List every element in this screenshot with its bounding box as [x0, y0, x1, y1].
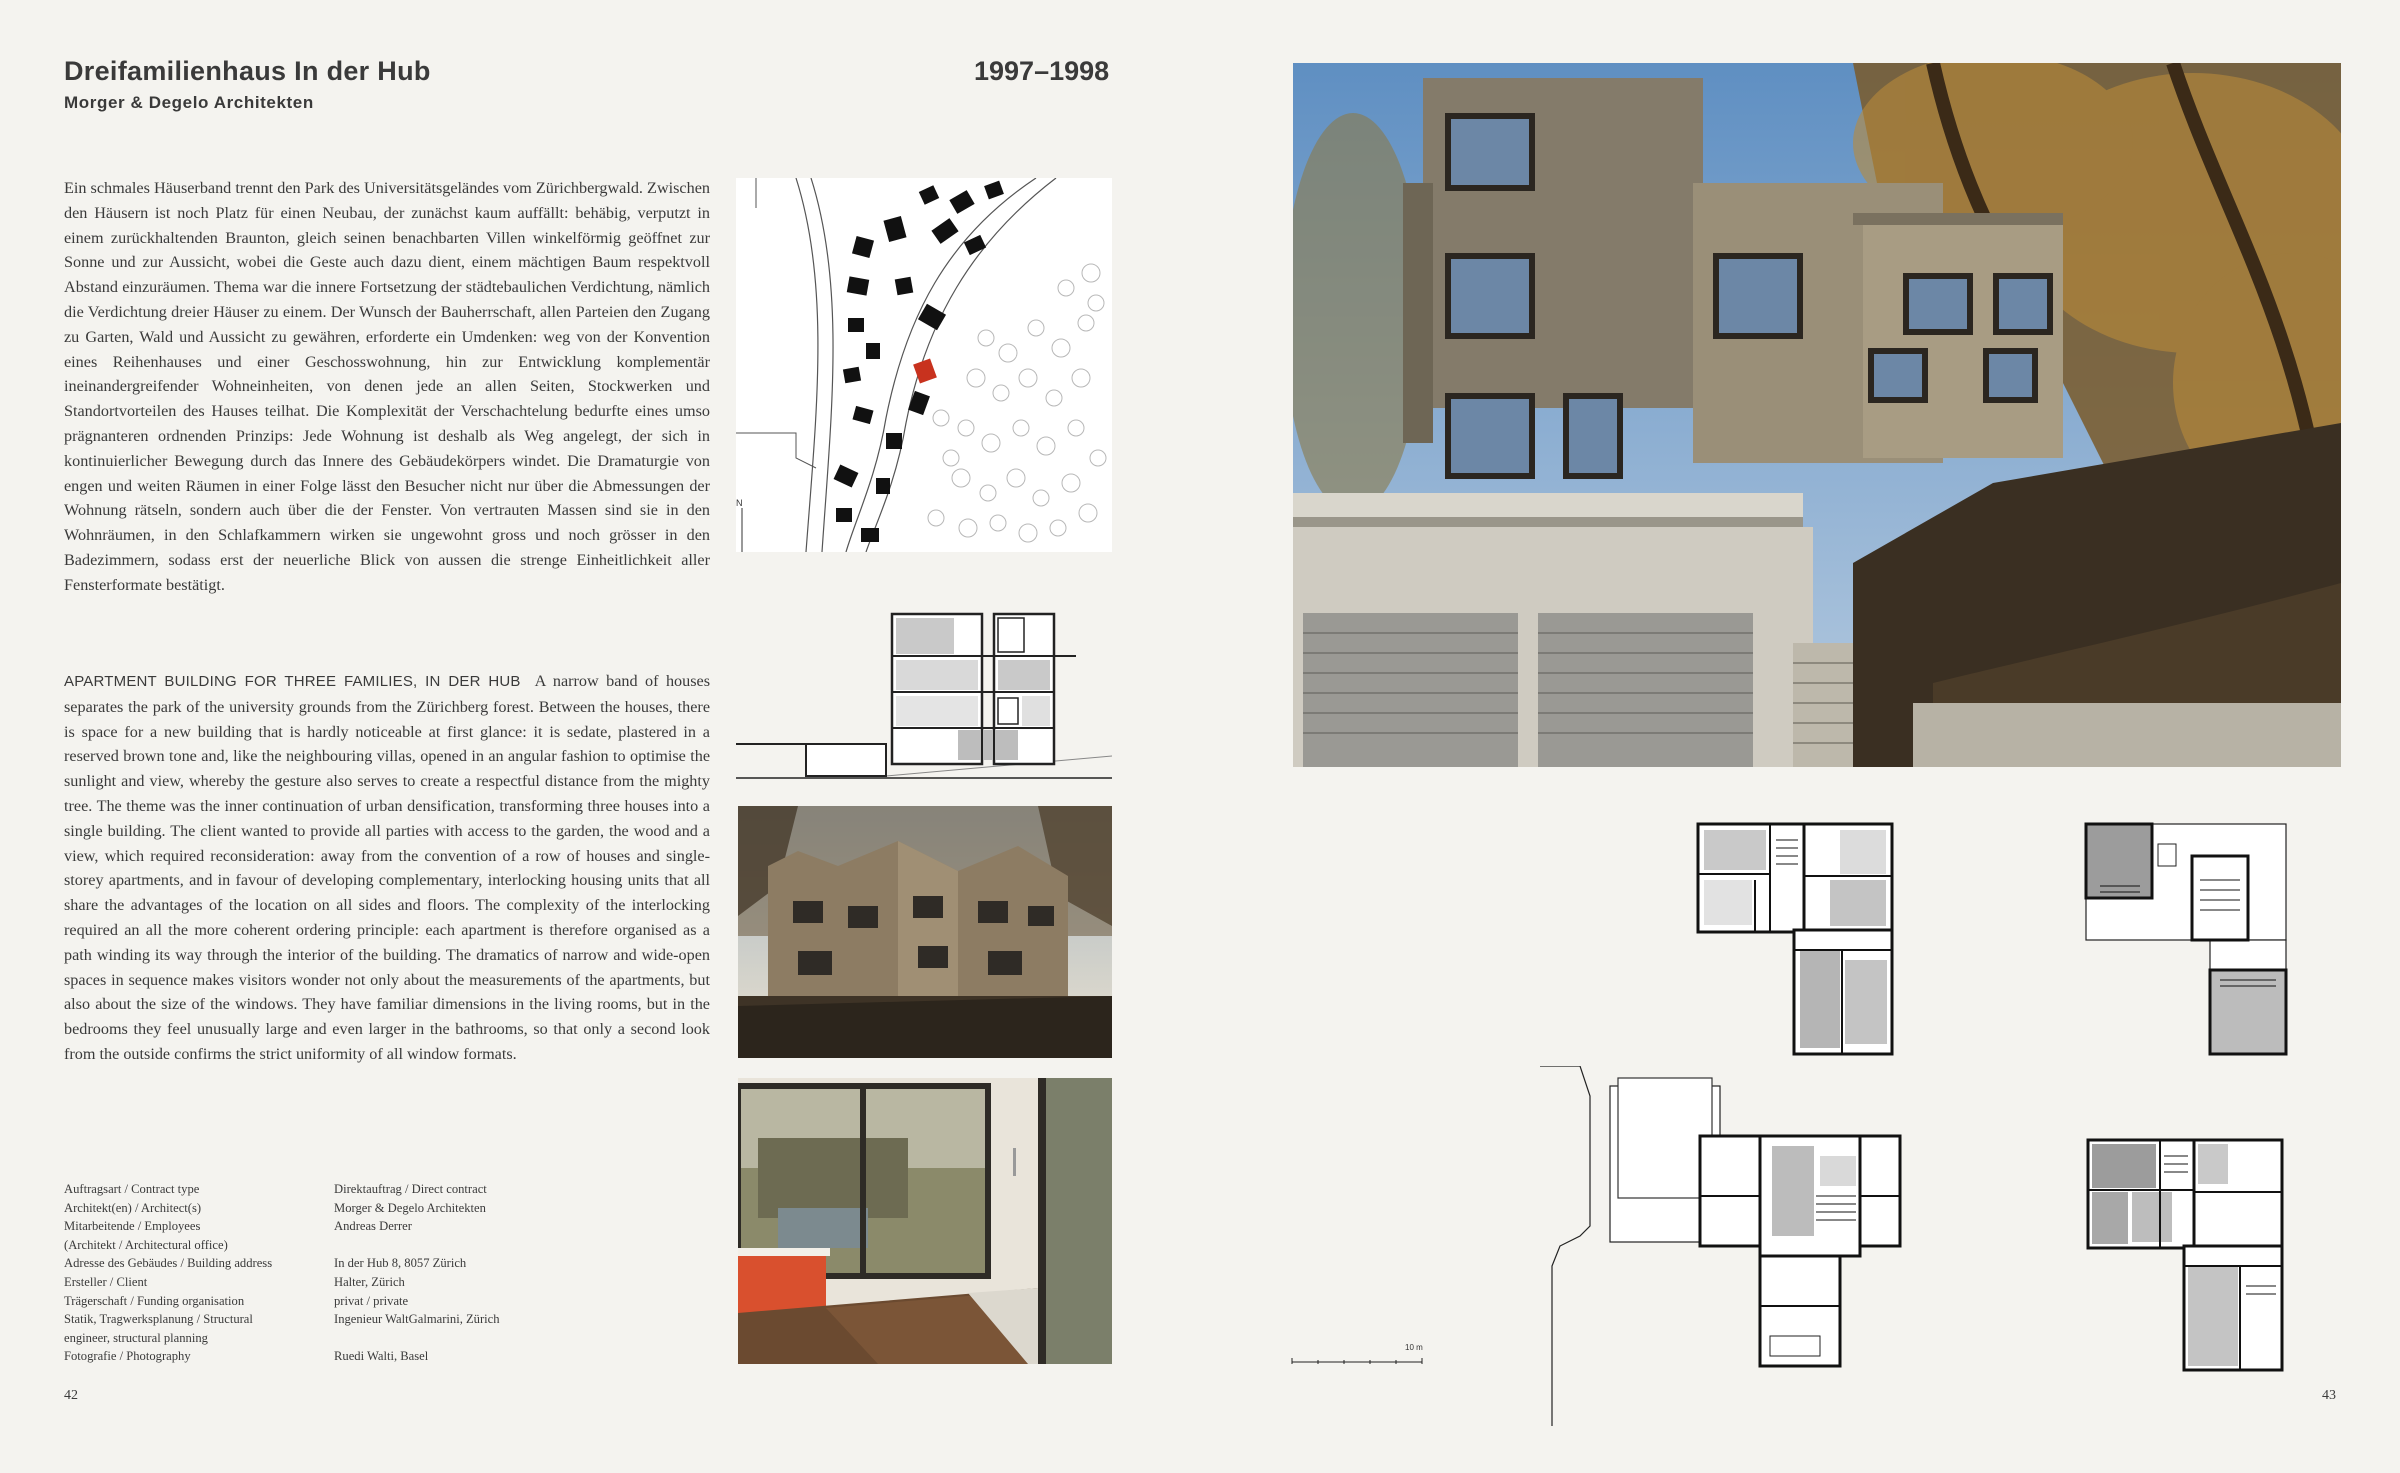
credit-row [64, 1347, 594, 1366]
credit-value: Ingenieur WaltGalmarini, Zürich [334, 1312, 500, 1327]
credit-row [64, 1236, 594, 1255]
credit-label: Ersteller / Client [64, 1274, 148, 1289]
floor-plan-ground [1540, 1066, 1920, 1426]
credit-value: Direktauftrag / Direct contract [334, 1182, 487, 1196]
north-label: N [736, 498, 743, 508]
credit-value: privat / private [334, 1293, 409, 1308]
credit-value: Halter, Zürich [334, 1274, 405, 1289]
credit-label: (Architekt / Architectural office) [64, 1237, 228, 1252]
german-description: Ein schmales Häuserband trennt den Park des Universitätsgeländes vom Zürichbergwald. Zwischen den Häusern ist noch Platz für einen Neubau, der zunächst kaum auffällt: behäbig, verputzt in einem zurückhaltenden Braunton, gleich seinen benachbarten Villen winkelförmig geöffnet zur Sonne und zur Aussicht, wobei die Geste auch dazu dient, einem mächtigen Baum respektvoll Abstand einzuräumen. Thema war die innere Fortsetzung der städtebaulichen Verdichtung, nämlich die Verdichtung dreier Häuser zu einem. Der Wunsch der Bauherrschaft, allen Parteien den Zugang zu Garten, Wald und Aussicht zu gewähren, erforderte ein Umdenken: weg von der Konvention eines Reihenhauses und einer Geschosswohnung, hin zur Entwicklung komplementär ineinandergreifender Wohneinheiten, von denen jede an allen Seiten, Stockwerken und Standortvorteilen des Hauses teilhat. Die Komplexität der Verschachtelung bedurfte eines umso prägnanteren ordnenden Prinzips: Jede Wohnung ist deshalb als Weg angelegt, der sich in kontinuierlicher Bewegung durch das Innere des Gebäudekörpers windet. Die Dramaturgie von engen und weiten Räumen in einer Folge lässt den Besucher nicht nur über die Abmessungen der Wohnung rätseln, sondern auch über die der Fenster. Von vertrauten Massen sind sie in den Wohnräumen, in den Schlafkammern wirken sie ungewohnt gross und noch grösser in den Badezimmern, sodass erst der neuerliche Blick von aussen die strenge Einheitlichkeit aller Fensterformate bestätigt. [64, 179, 710, 594]
credit-label: Architekt(en) / Architect(s) [64, 1200, 202, 1215]
credit-value: Morger & Degelo Architekten [334, 1200, 486, 1215]
exterior-photo-small [738, 806, 1112, 1058]
page-number-left: 42 [64, 1388, 78, 1403]
credit-label: engineer, structural planning [64, 1330, 208, 1345]
credit-value [334, 1329, 594, 1348]
credit-value: In der Hub 8, 8057 Zürich [334, 1256, 467, 1271]
credit-label: Mitarbeitende / Employees [64, 1219, 201, 1234]
credit-row [64, 1310, 594, 1329]
credit-label: Auftragsart / Contract type [64, 1182, 200, 1196]
credit-row [64, 1180, 594, 1199]
credit-label: Trägerschaft / Funding organisation [64, 1293, 245, 1308]
scale-bar [1290, 1350, 1430, 1370]
credit-row [64, 1273, 594, 1292]
credit-value: Andreas Derrer [334, 1219, 412, 1234]
floor-plan-upper [2080, 1136, 2300, 1376]
scale-bar-label: 10 m [1405, 1343, 1423, 1352]
credit-value: Ruedi Walti, Basel [334, 1349, 429, 1364]
credit-row [64, 1254, 594, 1273]
credit-row [64, 1199, 594, 1218]
credit-label: Fotografie / Photography [64, 1349, 191, 1364]
english-body: A narrow band of houses separates the park of the university grounds from the Zürichberg forest. Between the houses, there is space for a new building that is hardly noticeable at first glance: it is sedate, plastered in a reserved brown tone and, like the neighbouring villas, opened in an angular fashion to optimise the sunlight and view, whereby the gesture also serves to create a respectful distance from the mighty tree. The theme was the inner continuation of urban densification, transforming three houses into a single building. The client wanted to provide all parties with access to the garden, the wood and a view, which required reconsideration: away from the convention of a row of houses and single-storey apartments, and in favour of developing complementary, interlocking housing units that all share the advantages of the location on all sides and floors. The complexity of the interlocking required an all the more coherent ordering principle: each apartment is therefore organised as a path winding its way through the interior of the building. The dramatics of narrow and wide-open spaces in sequence makes visitors wonder not only about the measurements of the apartments, but also about the size of the windows. They have familiar dimensions in the living rooms, but in the bedrooms they feel unusually large and even larger in the bathrooms, so that only a second look from the outside confirms the strict uniformity of all window formats. [64, 672, 711, 1063]
page-number-right: 43 [2322, 1388, 2336, 1403]
architects-subtitle: Morger & Degelo Architekten [64, 93, 314, 112]
project-credits [64, 1180, 594, 1366]
exterior-photo-main [1293, 63, 2341, 767]
credit-row [64, 1292, 594, 1311]
section-drawing [736, 606, 1112, 782]
english-lead-heading: APARTMENT BUILDING FOR THREE FAMILIES, IN DER HUB [64, 673, 521, 690]
site-plan [736, 178, 1112, 552]
interior-photo [738, 1078, 1112, 1364]
english-description [64, 669, 710, 1067]
credit-row [64, 1217, 594, 1236]
floor-plan-ground-upper [1690, 820, 1910, 1060]
floor-plan-roof [2080, 820, 2300, 1060]
page-title: Dreifamilienhaus In der Hub [64, 56, 431, 86]
credit-row [64, 1329, 594, 1348]
credit-value [334, 1236, 594, 1255]
credit-label: Statik, Tragwerksplanung / Structural [64, 1312, 253, 1327]
project-years: 1997–1998 [974, 56, 1110, 86]
credit-label: Adresse des Gebäudes / Building address [64, 1256, 273, 1271]
